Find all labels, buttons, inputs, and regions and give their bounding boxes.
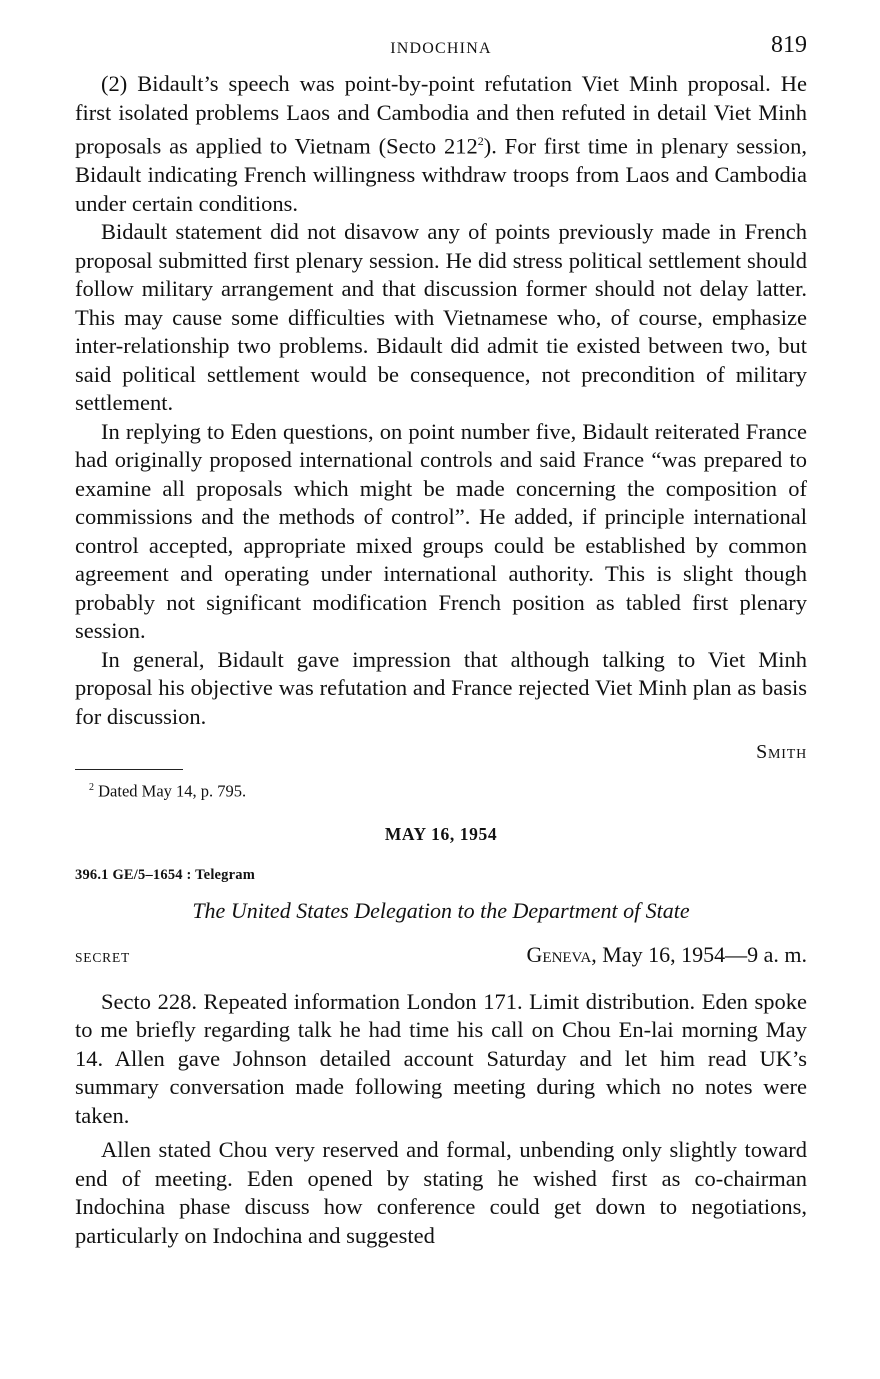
- page-number: 819: [771, 32, 807, 58]
- paragraph-allen-stated: Allen stated Chou very reserved and formal, unbending only slightly toward end of meeting. Eden opened by stating he wished first as co-chairman Indochina phase discuss how conference could get down to negotiations, particularly on Indochina and suggested: [75, 1137, 807, 1248]
- paragraph-general-impression: In general, Bidault gave impression that although talking to Viet Minh proposal his objective was refutation and France rejected Viet Minh plan as basis for discussion.: [75, 646, 807, 729]
- paragraph-secto-228: Secto 228. Repeated information London 171. Limit distribution. Eden spoke to me briefly regarding talk he had time his call on Chou En-lai morning May 14. Allen gave Johnson detailed account Saturday and let him read UK’s summary conversation made following meeting during which no notes were taken.: [75, 988, 807, 1128]
- date-heading: MAY 16, 1954: [384, 823, 498, 844]
- file-reference: 396.1 GE/5–1654 : Telegram: [75, 866, 255, 883]
- footnote-reference: 2: [477, 134, 484, 148]
- paragraph-bidault-statement: Bidault statement did not disavow any of points previously made in French proposal submitted first plenary session. He did stress political settlement should follow military arrangement and that discussion former should not delay latter. This may cause some difficulties with Vietnamese who, of course, emphasize inter-relationship two problems. Bidault did admit tie existed between two, but said political settlement would be consequence, not precondition of military settlement.: [75, 219, 807, 415]
- running-head: [75, 30, 807, 64]
- paragraph-text-part-1: (2) Bidault’s speech was point-by-point refutation Viet Minh proposal. He first isolated problems Laos and Cambodia and then refuted in detail Viet Minh proposals as applied to Vietnam (Secto 212: [75, 71, 807, 159]
- paragraph-bidault-speech: [75, 70, 807, 218]
- footnote-divider: [75, 769, 183, 770]
- footnote: [75, 778, 807, 802]
- document-page: [75, 30, 807, 1250]
- paragraph-text-part-2: ). For first time in plenary session, Bidault indicating French willingness withdraw troops from Laos and Cambodia under certain conditions.: [75, 133, 807, 216]
- running-title: INDOCHINA: [390, 40, 492, 57]
- classification-label: SECRET: [75, 949, 131, 965]
- signature: Smith: [756, 741, 807, 763]
- paragraph-eden-questions: In replying to Eden questions, on point number five, Bidault reiterated France had originally proposed international controls and said France “was prepared to examine all proposals which might be made concerning the composition of commissions and the methods of control”. He added, if principle international control accepted, appropriate mixed groups could be established by common agreement and operating under international authority. This is slight though probably not significant modification French position as tabled first plenary session.: [75, 418, 807, 643]
- footnote-text: Dated May 14, p. 795.: [98, 781, 247, 801]
- dateline: [527, 942, 807, 968]
- footnote-number: 2: [89, 782, 94, 793]
- dateline-date: , May 16, 1954—9 a. m.: [591, 941, 807, 967]
- dateline-place: Geneva: [526, 941, 592, 967]
- classification-row: [75, 942, 807, 976]
- document-title: The United States Delegation to the Department of State: [192, 897, 690, 923]
